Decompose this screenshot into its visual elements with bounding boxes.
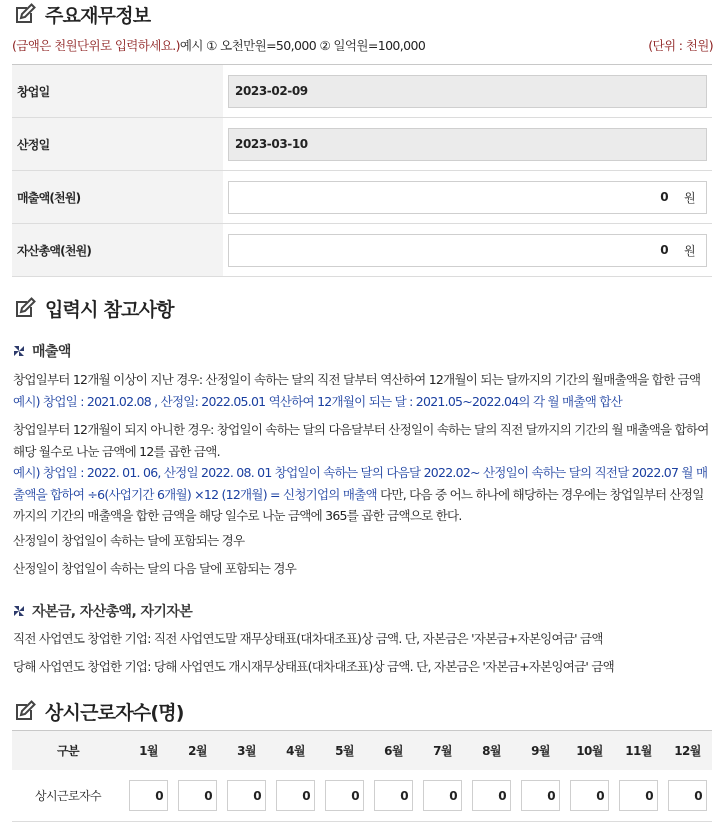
month-header: 9월	[531, 744, 550, 758]
assets-input[interactable]	[228, 234, 707, 267]
month-header: 11월	[625, 744, 652, 758]
sales-case1: 산정일이 창업일이 속하는 달에 포함되는 경우	[13, 533, 245, 548]
bullet-pinwheel-icon	[13, 345, 25, 357]
month-header: 12월	[674, 744, 701, 758]
worker-count-input[interactable]: 0	[472, 780, 511, 811]
sales-p2: 창업일부터 12개월이 되지 아니한 경우: 창업일이 속하는 달의 다음달부터 산정일이 속하는 달의 직전 달까지의 기간의 월 매출액을 합하여 해당 월수로 나눈 금액에 12를 곱한 금액.	[13, 422, 709, 459]
unit-label: (단위 : 천원)	[648, 38, 713, 53]
sales-p1-example: 예시) 창업일 : 2021.02.08 , 산정일: 2022.05.01 역산하여 12개월이 되는 달 : 2021.05~2022.04의 각 월 매출액 합산	[13, 394, 622, 409]
sales-p2-tail: 다만, 다음 중 어느 하나에 해당하는 경우에는 창업일부터 산정일까지의 기간의 매출액을 합한 금액을 해당 일수로 나눈 금액에 365를 곱한 금액으로 한다.	[13, 486, 704, 523]
worker-count-input[interactable]: 0	[178, 780, 217, 811]
month-header: 6월	[384, 744, 403, 758]
form-row-assets	[12, 224, 712, 277]
financial-title: 주요재무정보	[45, 4, 151, 27]
assets-unit: 원	[684, 243, 695, 258]
calc-date-field[interactable]: 2023-03-10	[228, 128, 707, 161]
workers-title: 상시근로자수(명)	[45, 701, 184, 724]
note-example: 예시 ① 오천만원=50,000 ② 일억원=100,000	[179, 38, 426, 53]
edit-icon	[13, 699, 37, 723]
capital-p2: 당해 사업연도 창업한 기업: 당해 사업연도 개시재무상태표(대차대조표)상 금액. 단, 자본금은 '자본금+자본잉여금' 금액	[13, 659, 614, 674]
assets-label: 자산총액(천원)	[12, 224, 223, 276]
sales-heading	[13, 341, 71, 361]
sales-p1: 창업일부터 12개월 이상이 지난 경우: 산정일이 속하는 달의 직전 달부터 역산하여 12개월이 되는 달까지의 기간의 월매출액을 합한 금액	[13, 372, 701, 387]
worker-count-input[interactable]: 0	[570, 780, 609, 811]
worker-count-input[interactable]: 0	[374, 780, 413, 811]
form-row-sales	[12, 171, 712, 224]
founding-date-field[interactable]: 2023-02-09	[228, 75, 707, 108]
month-header: 7월	[433, 744, 452, 758]
reference-title: 입력시 참고사항	[45, 298, 174, 321]
worker-count-input[interactable]: 0	[227, 780, 266, 811]
capital-heading	[13, 601, 192, 621]
month-header: 4월	[286, 744, 305, 758]
financial-section-title	[12, 0, 150, 28]
workers-header-label: 구분	[57, 744, 79, 758]
founding-date-label: 창업일	[12, 65, 223, 117]
capital-p1: 직전 사업연도 창업한 기업: 직전 사업연도말 재무상태표(대차대조표)상 금액. 단, 자본금은 '자본금+자본잉여금' 금액	[13, 631, 603, 646]
sales-label: 매출액(천원)	[12, 171, 223, 223]
calc-date-label: 산정일	[12, 118, 223, 170]
worker-count-input[interactable]: 0	[668, 780, 707, 811]
workers-header-row	[12, 730, 712, 770]
month-header: 2월	[188, 744, 207, 758]
month-header: 5월	[335, 744, 354, 758]
sales-case2: 산정일이 창업일이 속하는 달의 다음 달에 포함되는 경우	[13, 561, 297, 576]
month-header: 10월	[576, 744, 603, 758]
worker-count-input[interactable]: 0	[423, 780, 462, 811]
worker-count-input[interactable]: 0	[521, 780, 560, 811]
form-row-calc-date	[12, 118, 712, 171]
workers-section-title	[12, 697, 184, 725]
unit-notice	[12, 34, 713, 56]
workers-table	[12, 730, 712, 822]
workers-data-row	[12, 770, 712, 822]
worker-count-input[interactable]: 0	[619, 780, 658, 811]
sales-unit: 원	[684, 190, 695, 205]
financial-form	[12, 64, 712, 277]
worker-count-input[interactable]: 0	[276, 780, 315, 811]
input-guide	[12, 36, 425, 54]
sales-p2-block	[13, 462, 713, 527]
worker-count-input[interactable]: 0	[129, 780, 168, 811]
form-row-founding-date	[12, 65, 712, 118]
reference-section-title	[12, 294, 174, 322]
assets-value: 0	[660, 243, 668, 257]
sales-value: 0	[660, 190, 668, 204]
sales-input[interactable]	[228, 181, 707, 214]
note-red: (금액은 천원단위로 입력하세요.)	[12, 38, 180, 53]
month-header: 3월	[237, 744, 256, 758]
month-header: 1월	[139, 744, 158, 758]
edit-icon	[13, 2, 37, 26]
capital-heading-text: 자본금, 자산총액, 자기자본	[32, 604, 193, 620]
bullet-pinwheel-icon	[13, 605, 25, 617]
workers-row-label: 상시근로자수	[35, 789, 101, 803]
sales-p2-example: 예시) 창업일 : 2022. 01. 06, 산정일 2022. 08. 01 창업일이 속하는 달의 다음달 2022.02~ 산정일이 속하는 달의 직전달 2022.07 월 매출액을 합하여 ÷6(사업기간 6개월) ×12 (12개월) = 신청기업의 매출액	[13, 465, 708, 502]
edit-icon	[13, 296, 37, 320]
worker-count-input[interactable]: 0	[325, 780, 364, 811]
sales-heading-text: 매출액	[32, 344, 71, 360]
month-header: 8월	[482, 744, 501, 758]
